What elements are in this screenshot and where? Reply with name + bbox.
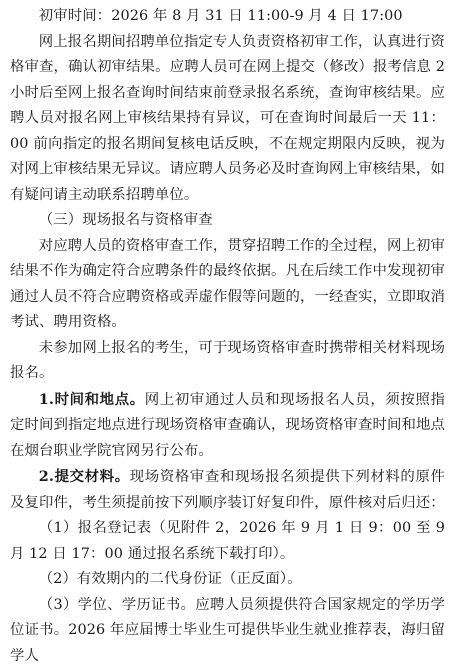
material-item-3: （3）学位、学历证书。应聘人员须提供符合国家规定的学历学位证书。2026 年应届博士毕业生可提供毕业生就业推荐表，海归留学人: [10, 593, 445, 669]
materials-body: 现场资格审查和现场报名须提供下列材料的原件及复印件，考生须提前按下列顺序装订好复印件，原件核对后归还：: [10, 469, 445, 511]
onsite-registration-paragraph: 未参加网上报名的考生，可于现场资格审查时携带相关材料现场报名。: [10, 336, 445, 387]
material-item-2: （2）有效期内的二代身份证（正反面）。: [10, 567, 445, 593]
online-review-paragraph: 网上报名期间招聘单位指定专人负责资格初审工作，认真进行资格审查，确认初审结果。应聘人员可在网上提交（修改）报考信息 2 小时后至网上报名查询时间结束前登录报名系统，查询审核结果。应聘人员对报名网上审核结果持有异议，可在查询时间最后一天 11：00 前向指定的报名期间复核电话反映，不在规定期限内反映，视为对网上审核结果无异议。请应聘人员务必及时查询网上审核结果，如有疑问请主动联系招聘单位。: [10, 30, 445, 209]
section-heading-onsite-registration: （三）现场报名与资格审查: [10, 208, 445, 234]
time-location-paragraph: [10, 387, 445, 465]
materials-title: 2.提交材料。: [39, 468, 130, 485]
review-time-paragraph: 初审时间：2026 年 8 月 31 日 11:00-9 月 4 日 17:00: [10, 4, 445, 30]
time-location-title: 1.时间和地点。: [39, 391, 145, 408]
qualification-review-paragraph: 对应聘人员的资格审查工作，贯穿招聘工作的全过程，网上初审结果不作为确定符合应聘条件的最终依据。凡在后续工作中发现初审通过人员不符合应聘资格或弄虚作假等问题的，一经查实，立即取消考试、聘用资格。: [10, 234, 445, 336]
materials-paragraph: [10, 464, 445, 516]
time-location-body: 网上初审通过人员和现场报名人员，须按照指定时间到指定地点进行现场资格审查确认，现场资格审查时间和地点在烟台职业学院官网另行公布。: [10, 392, 445, 459]
material-item-1: （1）报名登记表（见附件 2，2026 年 9 月 1 日 9：00 至 9 月 12 日 17：00 通过报名系统下载打印）。: [10, 516, 445, 567]
